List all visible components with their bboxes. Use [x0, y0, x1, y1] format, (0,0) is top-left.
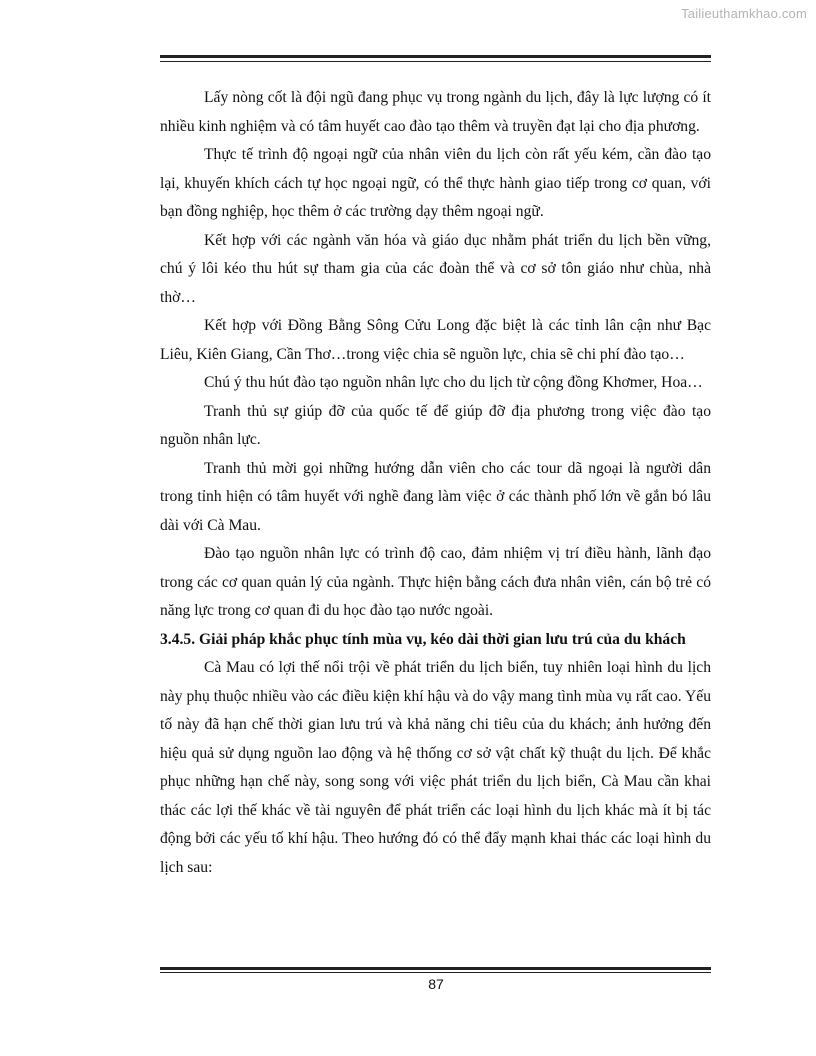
paragraph: Tranh thủ sự giúp đỡ của quốc tế để giúp đỡ địa phương trong việc đào tạo nguồn nhân lực.	[160, 402, 711, 448]
paragraph: Đào tạo nguồn nhân lực có trình độ cao, đảm nhiệm vị trí điều hành, lãnh đạo trong các cơ quan quản lý của ngành. Thực hiện bằng cách đưa nhân viên, cán bộ trẻ có năng lực trong cơ quan đi du học đào tạo nước ngoài.	[160, 545, 711, 619]
paragraph: Tranh thủ mời gọi những hướng dẫn viên cho các tour dã ngoại là người dân trong tỉnh hiện có tâm huyết với nghề đang làm việc ở các thành phố lớn về gắn bó lâu dài với Cà Mau.	[160, 459, 711, 534]
page-number: 87	[428, 976, 444, 992]
paragraph: Chú ý thu hút đào tạo nguồn nhân lực cho du lịch từ cộng đồng Khơmer, Hoa…	[204, 374, 703, 391]
footer-rule-top	[160, 967, 711, 970]
footer-rule-bottom	[160, 972, 711, 973]
header-rule-top	[160, 55, 711, 58]
header-rule-bottom	[160, 61, 711, 62]
paragraph: Thực tế trình độ ngoại ngữ của nhân viên du lịch còn rất yếu kém, cần đào tạo lại, khuyến khích cách tự học ngoại ngữ, có thể thực hành giao tiếp trong cơ quan, với bạn đồng nghiệp, học thêm ở các trường dạy thêm ngoại ngữ.	[160, 146, 711, 220]
section-heading: 3.4.5. Giải pháp khắc phục tính mùa vụ, kéo dài thời gian lưu trú của du khách	[160, 630, 686, 648]
watermark-text: Tailieuthamkhao.com	[681, 6, 807, 21]
paragraph: Lấy nòng cốt là đội ngũ đang phục vụ trong ngành du lịch, đây là lực lượng có ít nhiều kinh nghiệm và có tâm huyết cao đào tạo thêm và truyền đạt lại cho địa phương.	[160, 89, 711, 135]
section-paragraph: Cà Mau có lợi thế nổi trội về phát triển du lịch biển, tuy nhiên loại hình du lịch này phụ thuộc nhiều vào các điều kiện khí hậu và do vậy mang tình mùa vụ rất cao. Yếu tố này đã hạn chế thời gian lưu trú và khả năng chi tiêu của du khách; ảnh hưởng đến hiệu quả sử dụng nguồn lao động và hệ thống cơ sở vật chất kỹ thuật du lịch. Để khắc phục những hạn chế này, song song với việc phát triển du lịch biển, Cà Mau cần khai thác các lợi thế khác về tài nguyên để phát triển các loại hình du lịch khác mà ít bị tác động bởi các yếu tố khí hậu. Theo hướng đó có thể đẩy mạnh khai thác các loại hình du lịch sau:	[160, 659, 711, 876]
page-body	[160, 84, 711, 882]
paragraph: Kết hợp với Đồng Bằng Sông Cửu Long đặc biệt là các tỉnh lân cận như Bạc Liêu, Kiên Giang, Cần Thơ…trong việc chia sẽ nguồn lực, chia sẽ chi phí đào tạo…	[160, 317, 711, 363]
paragraph: Kết hợp với các ngành văn hóa và giáo dục nhằm phát triển du lịch bền vững, chú ý lôi kéo thu hút sự tham gia của các đoàn thể và cơ sở tôn giáo như chùa, nhà thờ…	[160, 231, 711, 306]
